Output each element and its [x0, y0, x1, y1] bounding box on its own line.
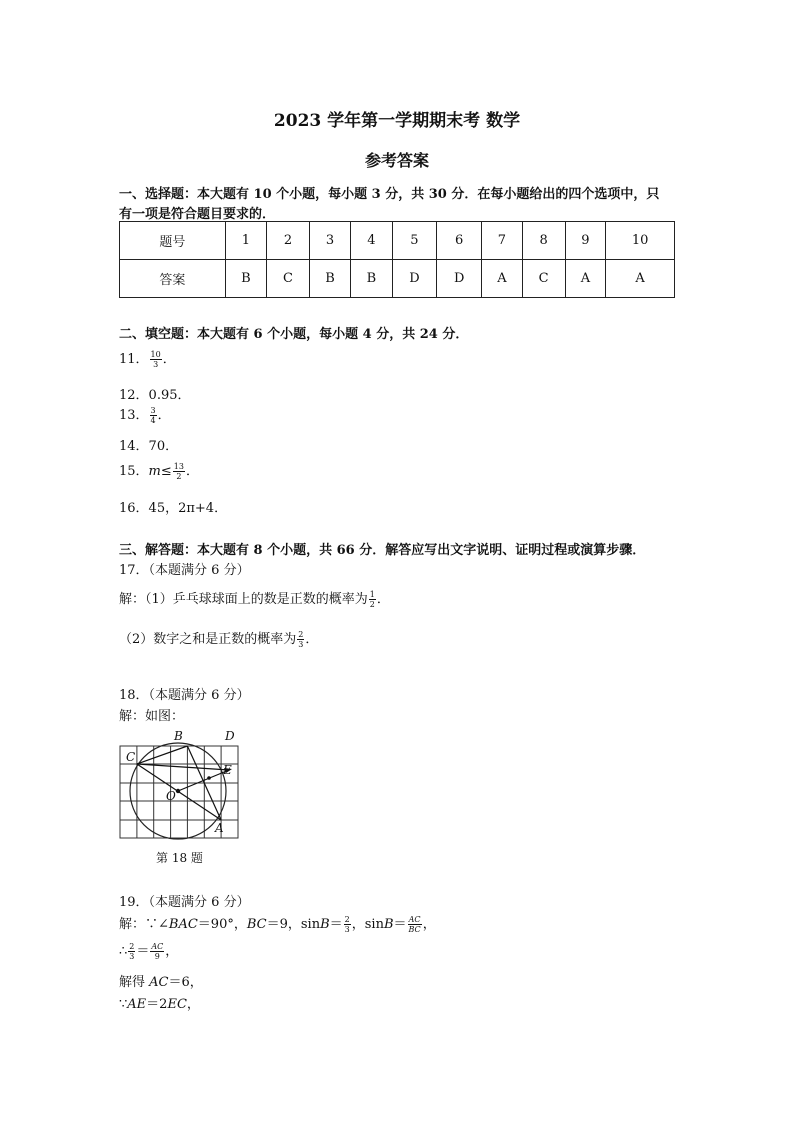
table-cell: 5 — [392, 222, 437, 260]
center-point — [176, 789, 180, 793]
answer-12: 12．0.95． — [119, 388, 191, 403]
q19-header: 19．（本题满分 6 分） — [119, 895, 250, 910]
fraction: $\frac{10}{3}$ — [150, 350, 161, 369]
table-cell: 4 — [351, 222, 392, 260]
table-cell: 10 — [606, 222, 675, 260]
q18-line1: 解：如图： — [119, 709, 185, 724]
fraction: $\frac{2}{3}$ — [298, 630, 304, 649]
label-c: C — [126, 750, 136, 764]
table-cell: 1 — [225, 222, 266, 260]
table-cell: D — [437, 260, 482, 298]
table-cell: B — [351, 260, 392, 298]
table-cell: 8 — [522, 222, 565, 260]
section3-heading: 三、解答题：本大题有 8 个小题，共 66 分．解答应写出文字说明、证明过程或演算步骤． — [119, 543, 646, 558]
table-cell: 6 — [437, 222, 482, 260]
q19-line1: 解：∵∠BAC＝90°，BC＝9，sinB＝ $\frac{2}{3}$ ，sinB＝ $\frac{AC}{BC}$ ， — [119, 915, 436, 934]
label-o: O — [166, 789, 176, 803]
page-title: 2023 学年第一学期期末考 数学 — [273, 111, 521, 131]
intersection-point — [207, 776, 211, 780]
answer-label: 11． — [119, 352, 149, 367]
table-row-numbers — [120, 222, 675, 260]
table-cell: A — [482, 260, 523, 298]
table-cell: D — [392, 260, 437, 298]
label-e: E — [223, 763, 232, 777]
q19-line3: 解得 AC＝6， — [119, 975, 203, 990]
table-row-label: 答案 — [120, 260, 226, 298]
table-cell: C — [267, 260, 310, 298]
table-cell: B — [309, 260, 350, 298]
q17-header: 17．（本题满分 6 分） — [119, 563, 250, 578]
q18-header: 18．（本题满分 6 分） — [119, 688, 250, 703]
table-cell: 9 — [565, 222, 606, 260]
table-row-answers — [120, 260, 675, 298]
label-a: A — [215, 821, 224, 835]
fraction: $\frac{2}{3}$ — [344, 915, 350, 934]
fraction: $\frac{2}{3}$ — [129, 942, 135, 961]
table-row-label: 题号 — [120, 222, 226, 260]
answer-15: 15．m≤ $\frac{13}{2}$ ． — [119, 462, 199, 481]
figure-caption: 第 18 题 — [156, 851, 203, 865]
fraction: $\frac{AC}{9}$ — [151, 942, 164, 961]
table-cell: 7 — [482, 222, 523, 260]
q19-line4: ∵AE＝2EC， — [119, 997, 200, 1012]
table-cell: 2 — [267, 222, 310, 260]
table-cell: C — [522, 260, 565, 298]
table-cell: A — [606, 260, 675, 298]
answer-table — [119, 221, 675, 298]
fraction: $\frac{1}{2}$ — [369, 590, 375, 609]
q19-line2: ∴ $\frac{2}{3}$ ＝ $\frac{AC}{9}$ ， — [119, 942, 179, 961]
section1-heading-line2: 有一项是符合题目要求的． — [119, 207, 276, 222]
page-subtitle: 参考答案 — [364, 151, 429, 170]
table-cell: 3 — [309, 222, 350, 260]
table-cell: A — [565, 260, 606, 298]
fraction: $\frac{3}{4}$ — [150, 406, 156, 425]
answer-11: 11． $\frac{10}{3}$ ． — [119, 350, 176, 369]
q17-line2: （2）数字之和是正数的概率为 $\frac{2}{3}$ ． — [119, 630, 319, 649]
label-b: B — [174, 729, 183, 743]
q18-figure — [112, 728, 252, 843]
q17-line1: 解：（1）乒乓球球面上的数是正数的概率为 $\frac{1}{2}$ ． — [119, 590, 390, 609]
label-d: D — [225, 729, 235, 743]
answer-14: 14．70． — [119, 439, 179, 454]
fraction: $\frac{13}{2}$ — [173, 462, 184, 481]
section1-heading-line1: 一、选择题：本大题有 10 个小题，每小题 3 分，共 30 分．在每小题给出的四个选项中，只 — [119, 187, 660, 202]
table-cell: B — [225, 260, 266, 298]
fraction: $\frac{AC}{BC}$ — [408, 915, 421, 934]
answer-16: 16．45，2π+4． — [119, 501, 228, 516]
section2-heading: 二、填空题：本大题有 6 个小题，每小题 4 分，共 24 分． — [119, 327, 469, 342]
answer-13: 13． $\frac{3}{4}$ ． — [119, 406, 171, 425]
